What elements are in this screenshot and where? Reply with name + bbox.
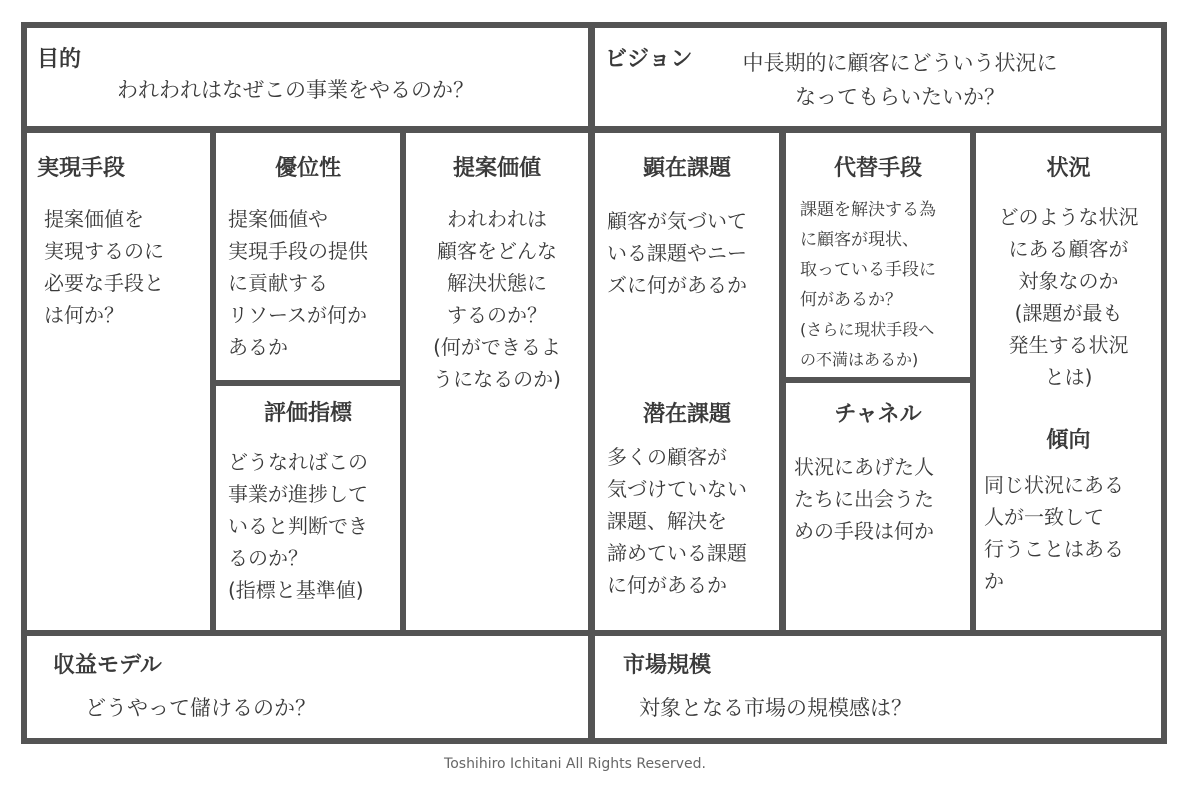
means-cell xyxy=(21,127,216,636)
advantage-body: 提案価値や 実現手段の提供 に貢献する リソースが何か あるか xyxy=(228,207,368,359)
value-body: われわれは 顧客をどんな 解決状態に するのか？ (何ができるよ うになるのか) xyxy=(433,207,561,391)
tendency-title: 傾向 xyxy=(1046,428,1091,453)
market-cell xyxy=(589,630,1167,744)
revenue-cell xyxy=(21,630,594,744)
alternative-cell xyxy=(780,127,976,383)
channel-body: 状況にあげた人 たちに出会うた めの手段は何か xyxy=(794,455,934,543)
situation-title: 状況 xyxy=(1046,156,1091,181)
purpose-body: われわれはなぜこの事業をやるのか？ xyxy=(117,78,474,102)
explicit-title: 顕在課題 xyxy=(642,156,731,181)
advantage-cell xyxy=(210,127,406,386)
purpose-title: 目的 xyxy=(37,47,82,72)
latent-title: 潜在課題 xyxy=(642,402,731,427)
advantage-title: 優位性 xyxy=(274,156,341,181)
metrics-cell xyxy=(210,380,406,636)
revenue-body: どうやって儲けるのか？ xyxy=(85,696,316,720)
value-cell xyxy=(400,127,594,636)
alternative-note: (さらに現状手段へ の不満はあるか) xyxy=(800,320,935,369)
vision-body: 中長期的に顧客にどういう状況に なってもらいたいか？ xyxy=(742,51,1058,109)
purpose-cell xyxy=(21,22,594,132)
tendency-body: 同じ状況にある 人が一致して 行うことはある か xyxy=(984,473,1124,593)
copyright-footer: Toshihiro Ichitani All Rights Reserved. xyxy=(444,756,706,772)
channel-cell xyxy=(780,377,976,636)
alternative-body: 課題を解決する為 に顧客が現状、 取っている手段に 何があるか？ xyxy=(800,200,936,310)
situation-cell xyxy=(970,127,1167,636)
vision-title: ビジョン xyxy=(605,47,693,72)
market-title: 市場規模 xyxy=(623,653,712,678)
vision-cell xyxy=(589,22,1167,132)
explicit-body: 顧客が気づいて いる課題やニー ズに何があるか xyxy=(607,209,747,297)
channel-title: チャネル xyxy=(834,402,922,427)
value-title: 提案価値 xyxy=(452,156,541,181)
market-body: 対象となる市場の規模感は？ xyxy=(639,696,912,720)
alternative-title: 代替手段 xyxy=(833,156,922,181)
metrics-body: どうなればこの 事業が進捗して いると判断でき るのか？ (指標と基準値) xyxy=(228,450,368,602)
metrics-title: 評価指標 xyxy=(263,401,352,426)
revenue-title: 収益モデル xyxy=(53,653,162,678)
means-title: 実現手段 xyxy=(37,156,126,181)
situation-body: どのような状況 にある顧客が 対象なのか (課題が最も 発生する状況 とは) xyxy=(998,205,1139,389)
latent-body: 多くの顧客が 気づけていない 課題、解決を 諦めている課題 に何があるか xyxy=(607,445,747,597)
explicit-cell xyxy=(589,127,785,636)
means-body: 提案価値を 実現するのに 必要な手段と は何か？ xyxy=(44,207,164,327)
